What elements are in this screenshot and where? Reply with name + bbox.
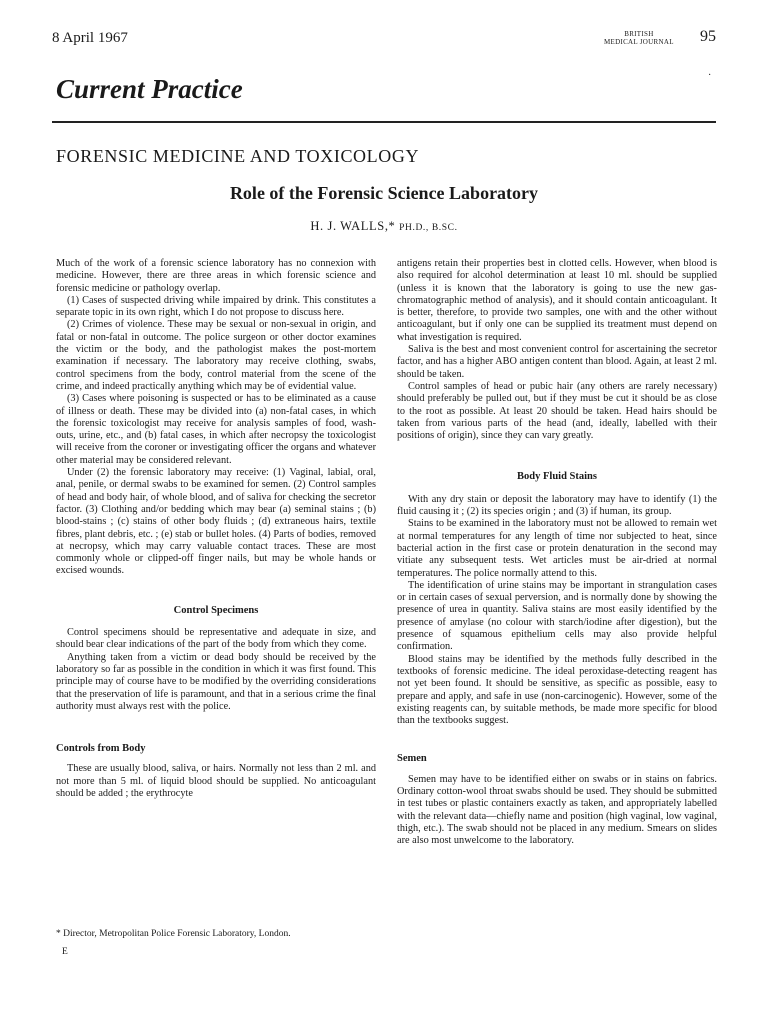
print-speck: · (708, 70, 712, 81)
paragraph: Control specimens should be representative and adequate in size, and should bear clear indications of the part of the body from which they come. (56, 627, 376, 651)
author-degrees: PH.D., B.SC. (399, 223, 458, 233)
journal-name-line1: BRITISH (624, 30, 654, 38)
paragraph: Saliva is the best and most convenient control for ascertaining the secretor factor, and has a higher ABO antigen content than blood. Again, at least 2 ml. should be taken. (397, 344, 717, 380)
paragraph: (3) Cases where poisoning is suspected or has to be eliminated as a cause of illness or death. These may be divided into (a) non-fatal cases, in which the forensic toxicologist may receive for analysis samples of food, wash-outs, urine, etc., and (b) fatal cases, in which after necropsy the toxicologist will receive from the coroner or investigating officer the organs and whatever other material may be considered relevant. (56, 393, 376, 466)
page-number: 95 (700, 28, 716, 45)
paragraph: Blood stains may be identified by the methods fully described in the textbooks of forensic medicine. The ideal peroxidase-detecting reagent has not yet been found. It should be sensitive, as specific as possible, easy to prepare and apply, and safe in use (non-carcinogenic). However, some of the existing reagents can, by suitable methods, be made more specific for blood than the textbooks suggest. (397, 653, 717, 727)
subheading-controls-from-body: Controls from Body (56, 743, 146, 755)
author-name: H. J. WALLS,* (310, 219, 396, 233)
paragraph: Under (2) the forensic laboratory may receive: (1) Vaginal, labial, oral, anal, penile, or dermal swabs to be examined for semen. (2) Control samples of head and body hair, of whole blood, and of saliva for checking the secretor factor. (3) Clothing and/or bedding which may bear (a) seminal stains ; (b) blood-stains ; (c) stains of other body fluids ; (d) extraneous hairs, textile fibres, plant debris, etc. ; (e) stab or bullet holes. (4) Parts of bodies, removed at necropsy, which may carry valuable contact traces. These are most commonly whole or clipped-off finger nails, but may be whole hands or excised wounds. (56, 467, 376, 577)
paragraph: (2) Crimes of violence. These may be sexual or non-sexual in origin, and fatal or non-fatal in outcome. The police surgeon or other doctor examines the victim or the body, and the pathologist makes the post-mortem examination if necessary. The laboratory may receive clothing, swabs, control specimens from the body, control material from the scene of the crime, and indeed practically anything which may be of evidential value. (56, 319, 376, 392)
paragraph: Control samples of head or pubic hair (any others are rarely necessary) should preferably be pulled out, but if they must be cut it should be as close to the root as possible. At least 20 should be taken. Head hairs should be taken from various parts of the head (and, ideally, labelled with their positions of origin), since they can vary greatly. (397, 380, 717, 442)
paragraph: Stains to be examined in the laboratory must not be allowed to remain wet at normal temperatures for any length of time nor subjected to heat, since bacterial action in the first case or protein denaturation in the second may vitiate any subsequent tests. Wet articles must be air-dried at normal temperatures. The police normally attend to this. (397, 518, 717, 579)
topic-heading: FORENSIC MEDICINE AND TOXICOLOGY (56, 146, 420, 166)
issue-date: 8 April 1967 (52, 30, 128, 46)
article-title: Role of the Forensic Science Laboratory (229, 183, 539, 203)
author-footnote: * Director, Metropolitan Police Forensic Laboratory, London. (56, 929, 291, 939)
subheading-semen: Semen (397, 753, 427, 765)
section-rule (52, 121, 716, 123)
author-line (0, 219, 768, 234)
paragraph: Semen may have to be identified either on swabs or in stains on fabrics. Ordinary cotton-wool throat swabs should be used. They should be submitted in test tubes or plastic containers exactly as taken, and appropriately labelled with the relevant data—chiefly name and position (high vaginal, low vaginal, thigh, etc.). The swab should not be placed in any medium. Smears on slides are also most unwelcome to the laboratory. (397, 773, 717, 847)
journal-name (604, 30, 674, 46)
subheading-body-fluid-stains: Body Fluid Stains (517, 471, 597, 483)
right-column (397, 258, 717, 847)
paragraph: Much of the work of a forensic science laboratory has no connexion with medicine. However, there are three areas in which forensic science and forensic medicine or pathology overlap. (56, 258, 376, 294)
paragraph: The identification of urine stains may be important in strangulation cases or in certain cases of sexual perversion, and is normally done by showing the presence of urea in quantity. Saliva stains are most easily identified by the presence of amylase (no colour with starch/iodine after digestion), but the presence of squamous epithelium cells may also provide helpful confirmation. (397, 579, 717, 653)
section-title: Current Practice (56, 74, 243, 104)
paragraph: These are usually blood, saliva, or hairs. Normally not less than 2 ml. and not more than 5 ml. of liquid blood should be supplied. No anticoagulant should be added ; the erythrocyte (56, 763, 376, 799)
paragraph: With any dry stain or deposit the laboratory may have to identify (1) the fluid causing it ; (2) its species origin ; and (3) if human, its group. (397, 493, 717, 518)
paragraph: antigens retain their properties best in clotted cells. However, when blood is also required for alcohol determination at least 10 ml. should be supplied (unless it is known that the laboratory is going to use the new gas-chromatographic method of analysis), and it should contain anticoagulant. It is better, therefore, to provide two samples, one with and the other without anticoagulant, but if only one can be supplied its treatment must depend on what investigation is required. (397, 258, 717, 343)
left-column (56, 258, 376, 800)
signature-mark: E (62, 947, 68, 957)
journal-name-line2: MEDICAL JOURNAL (604, 38, 674, 46)
paragraph: (1) Cases of suspected driving while impaired by drink. This constitutes a separate topic in its own right, which I do not propose to discuss here. (56, 294, 376, 319)
paragraph: Anything taken from a victim or dead body should be received by the laboratory so far as possible in the condition in which it was first found. This principle may of course have to be modified by the overriding considerations that the preservation of life is paramount, and that in a serious crime the final authority must always rest with the police. (56, 651, 376, 712)
subheading-control-specimens: Control Specimens (173, 604, 259, 616)
